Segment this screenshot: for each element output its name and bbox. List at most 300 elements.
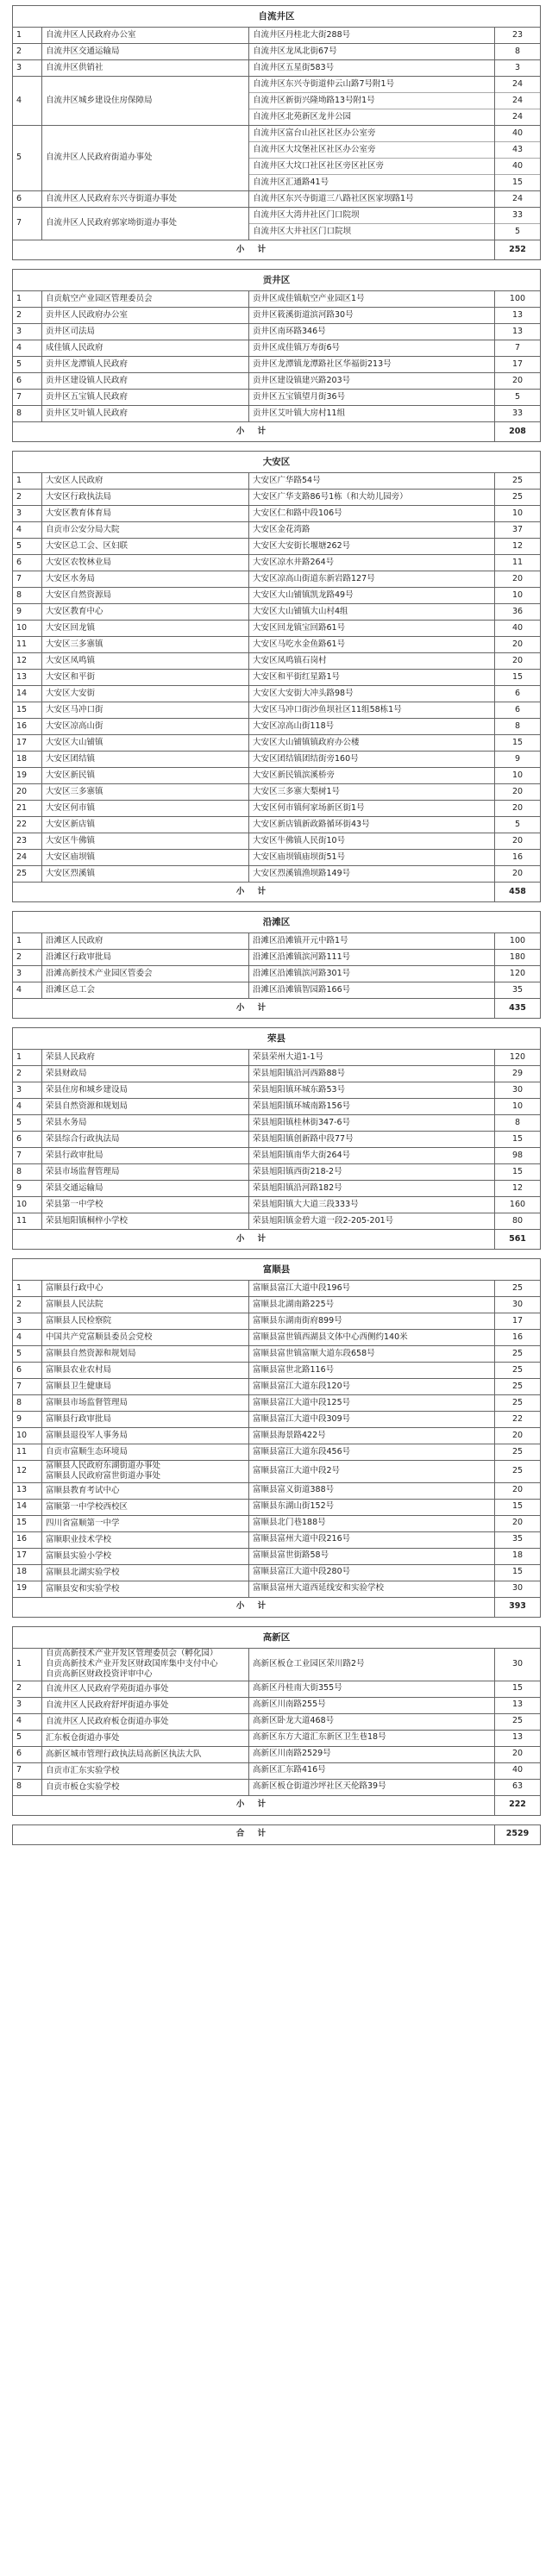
row-index: 14	[13, 1499, 42, 1515]
row-index: 9	[13, 1412, 42, 1428]
unit-name-cell	[42, 555, 249, 571]
address-cell	[249, 1148, 495, 1164]
unit-name-cell	[42, 340, 249, 357]
address: 贡井区艾叶镇大房村11组	[253, 408, 346, 418]
unit-name-cell	[42, 1444, 249, 1461]
address-cell	[249, 1197, 495, 1213]
address: 自流井区汇通路41号	[253, 177, 329, 187]
row-index: 7	[13, 571, 42, 588]
unit-name-cell	[42, 522, 249, 539]
table-row	[13, 1412, 541, 1428]
address: 富顺县富江大道中段309号	[253, 1413, 351, 1424]
spaces-cell	[495, 28, 541, 44]
unit-name: 四川省富顺第一中学	[46, 1518, 120, 1528]
table-row	[13, 77, 541, 126]
unit-name: 富顺县农业农村局	[46, 1364, 112, 1375]
unit-name-cell	[42, 833, 249, 850]
row-index: 10	[13, 621, 42, 637]
spaces-cell	[495, 850, 541, 866]
unit-name: 贡井区建设镇人民政府	[46, 375, 129, 385]
unit-name-cell	[42, 357, 249, 373]
subtotal-label: 小 计	[13, 883, 495, 902]
row-index: 12	[13, 1461, 42, 1483]
row-index: 2	[13, 44, 42, 60]
row-index: 16	[13, 719, 42, 735]
spaces-cell	[495, 522, 541, 539]
spaces-count: 24	[495, 77, 540, 93]
table-row	[13, 473, 541, 490]
table-row	[13, 1531, 541, 1548]
subtotal-label: 小 计	[13, 999, 495, 1019]
row-index: 2	[13, 1066, 42, 1082]
district-header	[13, 1626, 541, 1648]
table-row	[13, 1548, 541, 1564]
unit-name-cell	[42, 604, 249, 621]
subtotal-count: 393	[495, 1597, 541, 1617]
unit-name-cell	[42, 1648, 249, 1681]
address: 贡井区成佳镇万寿街6号	[253, 342, 341, 352]
table-row	[13, 1164, 541, 1181]
address: 沿滩区沿滩镇滨河路111号	[253, 951, 351, 962]
address-cell	[249, 1581, 495, 1597]
spaces-cell	[495, 1066, 541, 1082]
address-cell	[249, 850, 495, 866]
spaces-count: 30	[511, 1084, 524, 1095]
table-row	[13, 833, 541, 850]
table-row	[13, 817, 541, 833]
table-row	[13, 340, 541, 357]
spaces-count: 6	[514, 688, 521, 698]
unit-name-cell	[42, 406, 249, 422]
address-cell	[249, 77, 495, 126]
unit-name: 自流井区供销社	[46, 62, 104, 72]
subtotal-label: 小 计	[13, 1230, 495, 1250]
subtotal-count: 458	[495, 883, 541, 902]
spaces-count: 20	[511, 1485, 524, 1495]
unit-name: 沿滩高新技术产业园区管委会	[46, 968, 153, 978]
spaces-count: 10	[511, 589, 524, 600]
spaces-count: 8	[514, 1117, 521, 1127]
spaces-cell	[495, 702, 541, 719]
section-gap	[13, 1617, 541, 1626]
unit-name-cell	[42, 1346, 249, 1363]
spaces-count: 12	[511, 1182, 524, 1193]
table-row	[13, 1099, 541, 1115]
address: 大安区何市镇何家场新区街1号	[253, 802, 365, 813]
subtotal-count: 435	[495, 999, 541, 1019]
table-row	[13, 1697, 541, 1713]
row-index: 5	[13, 1730, 42, 1746]
unit-name: 荣县交通运输局	[46, 1182, 104, 1193]
unit-name-cell	[42, 1531, 249, 1548]
table-row	[13, 950, 541, 966]
address-cell	[249, 1346, 495, 1363]
row-index: 4	[13, 340, 42, 357]
address: 自流井区北苑新区龙井公园	[253, 111, 352, 122]
row-index: 2	[13, 1681, 42, 1697]
address: 富顺县富江大道中段280号	[253, 1567, 351, 1577]
table-row	[13, 126, 541, 191]
row-index: 8	[13, 588, 42, 604]
table-row	[13, 1281, 541, 1297]
unit-name: 自流井区交通运输局	[46, 46, 120, 56]
spaces-cell	[495, 1363, 541, 1379]
spaces-cell	[495, 1515, 541, 1531]
table-row	[13, 1297, 541, 1313]
address: 自流井区大井社区门口院坝	[253, 226, 352, 236]
table-row	[13, 1213, 541, 1230]
address: 高新区东方大道汇东新区卫生巷18号	[253, 1732, 386, 1743]
unit-name: 富顺县人民政府富世街道办事处	[46, 1471, 161, 1481]
spaces-cell	[495, 1444, 541, 1461]
row-index: 1	[13, 1281, 42, 1297]
table-row	[13, 1395, 541, 1412]
spaces-count: 25	[511, 1282, 524, 1293]
subtotal-label: 小 计	[13, 1795, 495, 1815]
unit-name-cell	[42, 539, 249, 555]
spaces-count: 29	[511, 1068, 524, 1078]
spaces-count: 160	[509, 1199, 526, 1209]
row-index: 3	[13, 966, 42, 982]
address-cell	[249, 191, 495, 208]
unit-name-cell	[42, 817, 249, 833]
address-cell	[249, 1444, 495, 1461]
spaces-count: 100	[509, 293, 526, 303]
row-index: 4	[13, 982, 42, 999]
unit-name: 大安区教育中心	[46, 606, 104, 616]
spaces-cell	[495, 1713, 541, 1730]
spaces-count: 25	[511, 1364, 524, 1375]
district-name: 荣县	[13, 1028, 541, 1050]
unit-name: 大安区烈溪镇	[46, 868, 96, 878]
unit-name: 富顺县卫生健康局	[46, 1381, 112, 1391]
table-row	[13, 653, 541, 670]
address-cell	[249, 1697, 495, 1713]
table-row	[13, 1313, 541, 1330]
address: 大安区新店镇新政路循环街43号	[253, 819, 370, 829]
unit-name: 自流井区城乡建设住房保障局	[46, 95, 153, 105]
spaces-cell	[495, 1548, 541, 1564]
row-index: 22	[13, 817, 42, 833]
address-cell	[249, 555, 495, 571]
unit-name: 自流井区人民政府舒坪街道办事处	[46, 1700, 169, 1710]
address-cell	[249, 1164, 495, 1181]
address: 高新区汇东路416号	[253, 1765, 326, 1775]
spaces-cell	[495, 866, 541, 883]
unit-name: 大安区新民镇	[46, 770, 96, 780]
unit-name-cell	[42, 768, 249, 784]
spaces-cell	[495, 833, 541, 850]
address-cell	[249, 1461, 495, 1483]
address: 富顺县东湖山街152号	[253, 1501, 335, 1512]
address-cell	[249, 1412, 495, 1428]
address: 大安区凉水井路264号	[253, 557, 335, 567]
address: 大安区凉高山街118号	[253, 720, 335, 731]
address: 荣县荣州大道1-1号	[253, 1051, 324, 1062]
spaces-count: 3	[514, 62, 521, 72]
address: 自流井区五星街583号	[253, 62, 335, 72]
row-index: 7	[13, 390, 42, 406]
table-row	[13, 1746, 541, 1762]
spaces-count: 13	[511, 1732, 524, 1743]
table-row	[13, 1581, 541, 1597]
row-index: 23	[13, 833, 42, 850]
address-cell	[249, 1564, 495, 1581]
row-index: 19	[13, 1581, 42, 1597]
spaces-cell	[495, 735, 541, 752]
spaces-count: 20	[511, 868, 524, 878]
spaces-count: 20	[511, 655, 524, 665]
address: 大安区大安街长堰塘262号	[253, 540, 351, 551]
spaces-cell	[495, 768, 541, 784]
address-cell	[249, 522, 495, 539]
spaces-cell	[495, 1181, 541, 1197]
address: 富顺县富江大道中段196号	[253, 1282, 351, 1293]
row-index: 3	[13, 1697, 42, 1713]
spaces-count: 33	[495, 208, 540, 224]
table-row	[13, 1181, 541, 1197]
spaces-count: 17	[511, 1315, 524, 1325]
spaces-cell	[495, 588, 541, 604]
spaces-cell	[495, 44, 541, 60]
address-cell	[249, 126, 495, 191]
address: 荣县旭阳镇沿河路182号	[253, 1182, 342, 1193]
row-index: 4	[13, 522, 42, 539]
unit-name-cell	[42, 1499, 249, 1515]
address-cell	[249, 1762, 495, 1779]
unit-name: 自贡市公安分局大院	[46, 524, 120, 534]
spaces-cell	[495, 1330, 541, 1346]
spaces-count: 5	[514, 819, 521, 829]
spaces-count: 20	[511, 835, 524, 845]
spaces-cell	[495, 653, 541, 670]
spaces-count: 25	[511, 491, 524, 502]
unit-name-cell	[42, 686, 249, 702]
address: 富顺县海景路422号	[253, 1430, 326, 1440]
district-header	[13, 912, 541, 933]
unit-name-cell	[42, 1330, 249, 1346]
row-index: 4	[13, 77, 42, 126]
spaces-cell	[495, 1281, 541, 1297]
address: 荣县旭阳镇沿河西路88号	[253, 1068, 346, 1078]
table-row	[13, 621, 541, 637]
address: 大安区大山铺镇镇政府办公楼	[253, 737, 360, 747]
unit-name: 大安区和平街	[46, 671, 96, 682]
address: 自流井区大坟口社区社区旁区社区旁	[249, 159, 494, 175]
unit-name: 汇东板仓街道办事处	[46, 1732, 120, 1743]
row-index: 1	[13, 1050, 42, 1066]
spaces-count: 10	[511, 770, 524, 780]
table-row	[13, 522, 541, 539]
subtotal-label: 小 计	[13, 240, 495, 260]
spaces-cell	[495, 719, 541, 735]
unit-name-cell	[42, 1082, 249, 1099]
spaces-cell	[495, 126, 541, 191]
unit-name: 自流井区人民政府办公室	[46, 29, 136, 40]
table-row	[13, 1762, 541, 1779]
unit-name-cell	[42, 1395, 249, 1412]
unit-name: 贡井区艾叶镇人民政府	[46, 408, 129, 418]
address-cell	[249, 1681, 495, 1697]
address: 自流井区富台山社区社区办公室旁	[249, 126, 494, 142]
table-row	[13, 1515, 541, 1531]
table-row	[13, 866, 541, 883]
row-index: 6	[13, 373, 42, 390]
address-cell	[249, 406, 495, 422]
address: 自流井区新街兴隆坳路13号附1号	[249, 93, 494, 109]
spaces-cell	[495, 752, 541, 768]
spaces-count: 33	[511, 408, 524, 418]
unit-name: 大安区团结镇	[46, 753, 96, 764]
address: 高新区板仓街道沙坪社区天伦路39号	[253, 1781, 386, 1792]
spaces-count: 22	[511, 1413, 524, 1424]
address-cell	[249, 1213, 495, 1230]
spaces-count: 40	[495, 126, 540, 142]
row-index: 12	[13, 653, 42, 670]
parking-table	[12, 5, 541, 1845]
unit-name-cell	[42, 1213, 249, 1230]
table-row	[13, 1197, 541, 1213]
spaces-cell	[495, 291, 541, 308]
address-cell	[249, 60, 495, 77]
unit-name: 沿滩区人民政府	[46, 935, 104, 945]
table-row	[13, 1461, 541, 1483]
unit-name-cell	[42, 1581, 249, 1597]
unit-name-cell	[42, 752, 249, 768]
unit-name-cell	[42, 588, 249, 604]
address-cell	[249, 1548, 495, 1564]
spaces-cell	[495, 686, 541, 702]
address: 大安区广华支路86号1栋（和大幼儿园旁）	[253, 491, 408, 502]
spaces-cell	[495, 1148, 541, 1164]
spaces-count: 13	[511, 326, 524, 336]
spaces-cell	[495, 1531, 541, 1548]
district-name: 大安区	[13, 452, 541, 473]
spaces-cell	[495, 490, 541, 506]
unit-name: 荣县财政局	[46, 1068, 87, 1078]
address-cell	[249, 982, 495, 999]
address: 大安区大山铺镇凯龙路49号	[253, 589, 354, 600]
unit-name: 自贡市富顺生态环境局	[46, 1446, 129, 1456]
table-body	[13, 6, 541, 1845]
row-index: 1	[13, 933, 42, 950]
unit-name-cell	[42, 1564, 249, 1581]
spaces-cell	[495, 604, 541, 621]
address: 富顺县东湖南街府899号	[253, 1315, 342, 1325]
spaces-count: 11	[511, 557, 524, 567]
unit-name-cell	[42, 1697, 249, 1713]
row-index: 17	[13, 1548, 42, 1564]
address: 富顺县富州大道中段216号	[253, 1534, 351, 1544]
unit-name-cell	[42, 1164, 249, 1181]
address: 荣县旭阳镇南华大街264号	[253, 1150, 351, 1160]
address-cell	[249, 1648, 495, 1681]
unit-name: 大安区庙坝镇	[46, 851, 96, 862]
unit-name-cell	[42, 1681, 249, 1697]
spaces-cell	[495, 817, 541, 833]
table-row	[13, 1330, 541, 1346]
table-row	[13, 1066, 541, 1082]
row-index: 18	[13, 752, 42, 768]
unit-name-cell	[42, 966, 249, 982]
table-row	[13, 966, 541, 982]
address-cell	[249, 621, 495, 637]
row-index: 17	[13, 735, 42, 752]
spaces-count: 15	[511, 1567, 524, 1577]
spaces-cell	[495, 1581, 541, 1597]
address-cell	[249, 966, 495, 982]
spaces-count: 30	[511, 1658, 524, 1668]
subtotal-count: 252	[495, 240, 541, 260]
table-row	[13, 1482, 541, 1499]
unit-name: 自流井区人民政府郭家坳街道办事处	[46, 218, 178, 228]
address-cell	[249, 1099, 495, 1115]
unit-name: 富顺县市场监督管理局	[46, 1397, 129, 1407]
table-row	[13, 801, 541, 817]
section-gap	[13, 902, 541, 912]
subtotal-count: 561	[495, 1230, 541, 1250]
row-index: 8	[13, 406, 42, 422]
row-index: 4	[13, 1713, 42, 1730]
spaces-cell	[495, 950, 541, 966]
unit-name-cell	[42, 1779, 249, 1795]
table-row	[13, 1730, 541, 1746]
spaces-count: 37	[511, 524, 524, 534]
address: 大安区团结镇团结街旁160号	[253, 753, 359, 764]
unit-name: 荣县行政审批局	[46, 1150, 104, 1160]
address: 高新区板仓工业园区荣川路2号	[253, 1658, 365, 1668]
row-index: 3	[13, 60, 42, 77]
unit-name-cell	[42, 1313, 249, 1330]
gap-cell	[13, 1617, 541, 1626]
address: 大安区大山铺镇大山村4组	[253, 606, 348, 616]
document-page	[12, 0, 540, 1845]
address: 富顺县富义街道388号	[253, 1485, 335, 1495]
unit-name: 荣县旭阳镇桐梓小学校	[46, 1215, 129, 1226]
spaces-count: 15	[511, 671, 524, 682]
unit-name: 自流井区人民政府板仓街道办事处	[46, 1716, 169, 1726]
row-index: 6	[13, 555, 42, 571]
row-index: 1	[13, 28, 42, 44]
unit-name: 荣县第一中学校	[46, 1199, 104, 1209]
address: 大安区凉高山街道东新岩路127号	[253, 573, 375, 583]
address-cell	[249, 490, 495, 506]
district-header	[13, 1259, 541, 1281]
unit-name: 富顺县人民法院	[46, 1299, 104, 1309]
address: 沿滩区沿滩镇智园路166号	[253, 984, 351, 995]
spaces-count: 30	[511, 1583, 524, 1594]
table-row	[13, 291, 541, 308]
address-cell	[249, 1499, 495, 1515]
spaces-cell	[495, 1115, 541, 1132]
row-index: 6	[13, 1746, 42, 1762]
unit-name: 自流井区人民政府街道办事处	[46, 153, 153, 163]
address: 富顺县富世镇西湖县文体中心西侧约140米	[253, 1332, 408, 1342]
spaces-cell	[495, 1746, 541, 1762]
table-row	[13, 60, 541, 77]
address-cell	[249, 28, 495, 44]
unit-name: 大安区何市镇	[46, 802, 96, 813]
table-row	[13, 1779, 541, 1795]
unit-name: 高新区城市管理行政执法局高新区执法大队	[46, 1749, 202, 1759]
address: 大安区马冲口街沙鱼坝社区11组58栋1号	[253, 704, 402, 714]
unit-name-cell	[42, 506, 249, 522]
unit-name-cell	[42, 1197, 249, 1213]
address-cell	[249, 768, 495, 784]
address: 大安区和平街红星路1号	[253, 671, 341, 682]
table-row	[13, 44, 541, 60]
unit-name: 富顺县人民政府东湖街道办事处	[46, 1461, 161, 1470]
